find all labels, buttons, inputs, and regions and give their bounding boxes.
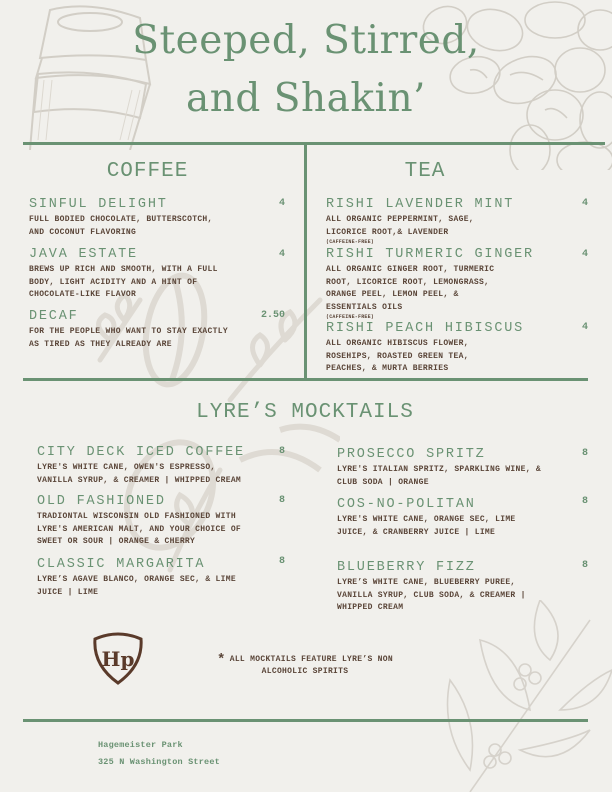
middle-divider xyxy=(23,378,588,381)
tea-heading: TEA xyxy=(404,160,446,183)
item-description: LYRE'S WHITE CANE, ORANGE SEC, LIME JUICE, & CRANBERRY JUICE | LIME xyxy=(337,515,516,537)
item-name: RISHI PEACH HIBISCUS xyxy=(326,321,525,336)
menu-item-sinful-delight xyxy=(29,197,259,239)
item-description: FULL BODIED CHOCOLATE, BUTTERSCOTCH, AND COCONUT FLAVORING xyxy=(29,215,213,237)
menu-item-blueberry-fizz xyxy=(337,560,567,615)
item-description: LYRE'S ITALIAN SPRITZ, SPARKLING WINE, & CLUB SODA | ORANGE xyxy=(337,465,542,487)
item-name: OLD FASHIONED xyxy=(37,494,166,509)
item-name: PROSECCO SPRITZ xyxy=(337,447,486,462)
column-divider xyxy=(304,143,307,379)
item-price: 4 xyxy=(581,322,588,333)
menu-item-classic-margarita xyxy=(37,557,267,599)
item-description: BREWS UP RICH AND SMOOTH, WITH A FULL BODY, LIGHT ACIDITY AND A HINT OF CHOCOLATE-LIKE FLAVOR xyxy=(29,265,218,299)
item-price: 4 xyxy=(278,249,285,260)
item-description: TRADIONTAL WISCONSIN OLD FASHIONED WITH LYRE'S AMERICAN MALT, AND YOUR CHOICE OF SWEET OR SOUR | ORANGE & CHERRY xyxy=(37,512,242,546)
menu-item-city-deck-iced-coffee xyxy=(37,445,267,487)
item-name: BLUEBERRY FIZZ xyxy=(337,560,476,575)
item-name: RISHI LAVENDER MINT xyxy=(326,197,515,212)
footnote-text: ALL MOCKTAILS FEATURE LYRE’S NON ALCOHOLIC SPIRITS xyxy=(229,655,393,676)
item-price: 8 xyxy=(581,496,588,507)
svg-text:Hp: Hp xyxy=(101,647,135,671)
item-name: SINFUL DELIGHT xyxy=(29,197,168,212)
item-price: 2.50 xyxy=(260,310,285,321)
top-divider xyxy=(23,142,605,145)
caffeine-free-note: (CAFFEINE-FREE) xyxy=(326,239,375,245)
menu-item-rishi-turmeric-ginger xyxy=(326,247,566,321)
item-price: 8 xyxy=(278,556,285,567)
menu-item-rishi-lavender-mint xyxy=(326,197,566,246)
caffeine-free-note: (CAFFEINE-FREE) xyxy=(326,314,375,320)
menu-item-java-estate xyxy=(29,247,259,302)
item-price: 8 xyxy=(278,446,285,457)
venue-name: Hagemeister Park xyxy=(98,740,183,750)
item-price: 4 xyxy=(581,198,588,209)
footer-address xyxy=(98,737,220,771)
item-price: 8 xyxy=(581,560,588,571)
bottom-divider xyxy=(23,719,588,722)
item-name: DECAF xyxy=(29,309,79,324)
item-description: LYRE’S WHITE CANE, BLUEBERRY PUREE, VANILLA SYRUP, CLUB SODA, & CREAMER | WHIPPED CREAM xyxy=(337,578,526,612)
item-description: LYRE’S AGAVE BLANCO, ORANGE SEC, & LIME JUICE | LIME xyxy=(37,575,236,597)
coffee-plant-illustration xyxy=(440,600,612,792)
item-description: ALL ORGANIC PEPPERMINT, SAGE, LICORICE ROOT,& LAVENDER xyxy=(326,215,474,237)
item-price: 4 xyxy=(278,198,285,209)
item-name: RISHI TURMERIC GINGER xyxy=(326,247,534,262)
menu-item-old-fashioned xyxy=(37,494,267,549)
mocktails-heading: LYRE’S MOCKTAILS xyxy=(196,401,414,424)
menu-item-prosecco-spritz xyxy=(337,447,567,489)
menu-item-rishi-peach-hibiscus xyxy=(326,321,566,376)
item-name: JAVA ESTATE xyxy=(29,247,138,262)
menu-item-decaf xyxy=(29,309,259,351)
item-price: 8 xyxy=(278,495,285,506)
item-description: FOR THE PEOPLE WHO WANT TO STAY EXACTLY AS TIRED AS THEY ALREADY ARE xyxy=(29,327,228,349)
menu-title-line1: Steeped, Stirred, xyxy=(132,18,480,63)
item-description: ALL ORGANIC HIBISCUS FLOWER, ROSEHIPS, ROASTED GREEN TEA, PEACHES, & MURTA BERRIES xyxy=(326,339,469,373)
menu-title-line2: and Shakin’ xyxy=(186,76,426,121)
asterisk-icon: * xyxy=(217,652,226,668)
menu-item-cos-no-politan xyxy=(337,497,567,539)
item-name: CLASSIC MARGARITA xyxy=(37,557,206,572)
hp-shield-logo xyxy=(91,631,145,685)
item-name: COS-NO-POLITAN xyxy=(337,497,476,512)
item-description: LYRE'S WHITE CANE, OWEN'S ESPRESSO, VANILLA SYRUP, & CREAMER | WHIPPED CREAM xyxy=(37,463,242,485)
item-description: ALL ORGANIC GINGER ROOT, TURMERIC ROOT, LICORICE ROOT, LEMONGRASS, ORANGE PEEL, LEMON PEEL, & ESSENTIALS OILS xyxy=(326,265,495,312)
item-price: 4 xyxy=(581,249,588,260)
item-price: 8 xyxy=(581,448,588,459)
item-name: CITY DECK ICED COFFEE xyxy=(37,445,245,460)
street-address: 325 N Washington Street xyxy=(98,757,220,767)
mocktails-footnote xyxy=(205,654,405,678)
coffee-heading: COFFEE xyxy=(106,160,189,183)
